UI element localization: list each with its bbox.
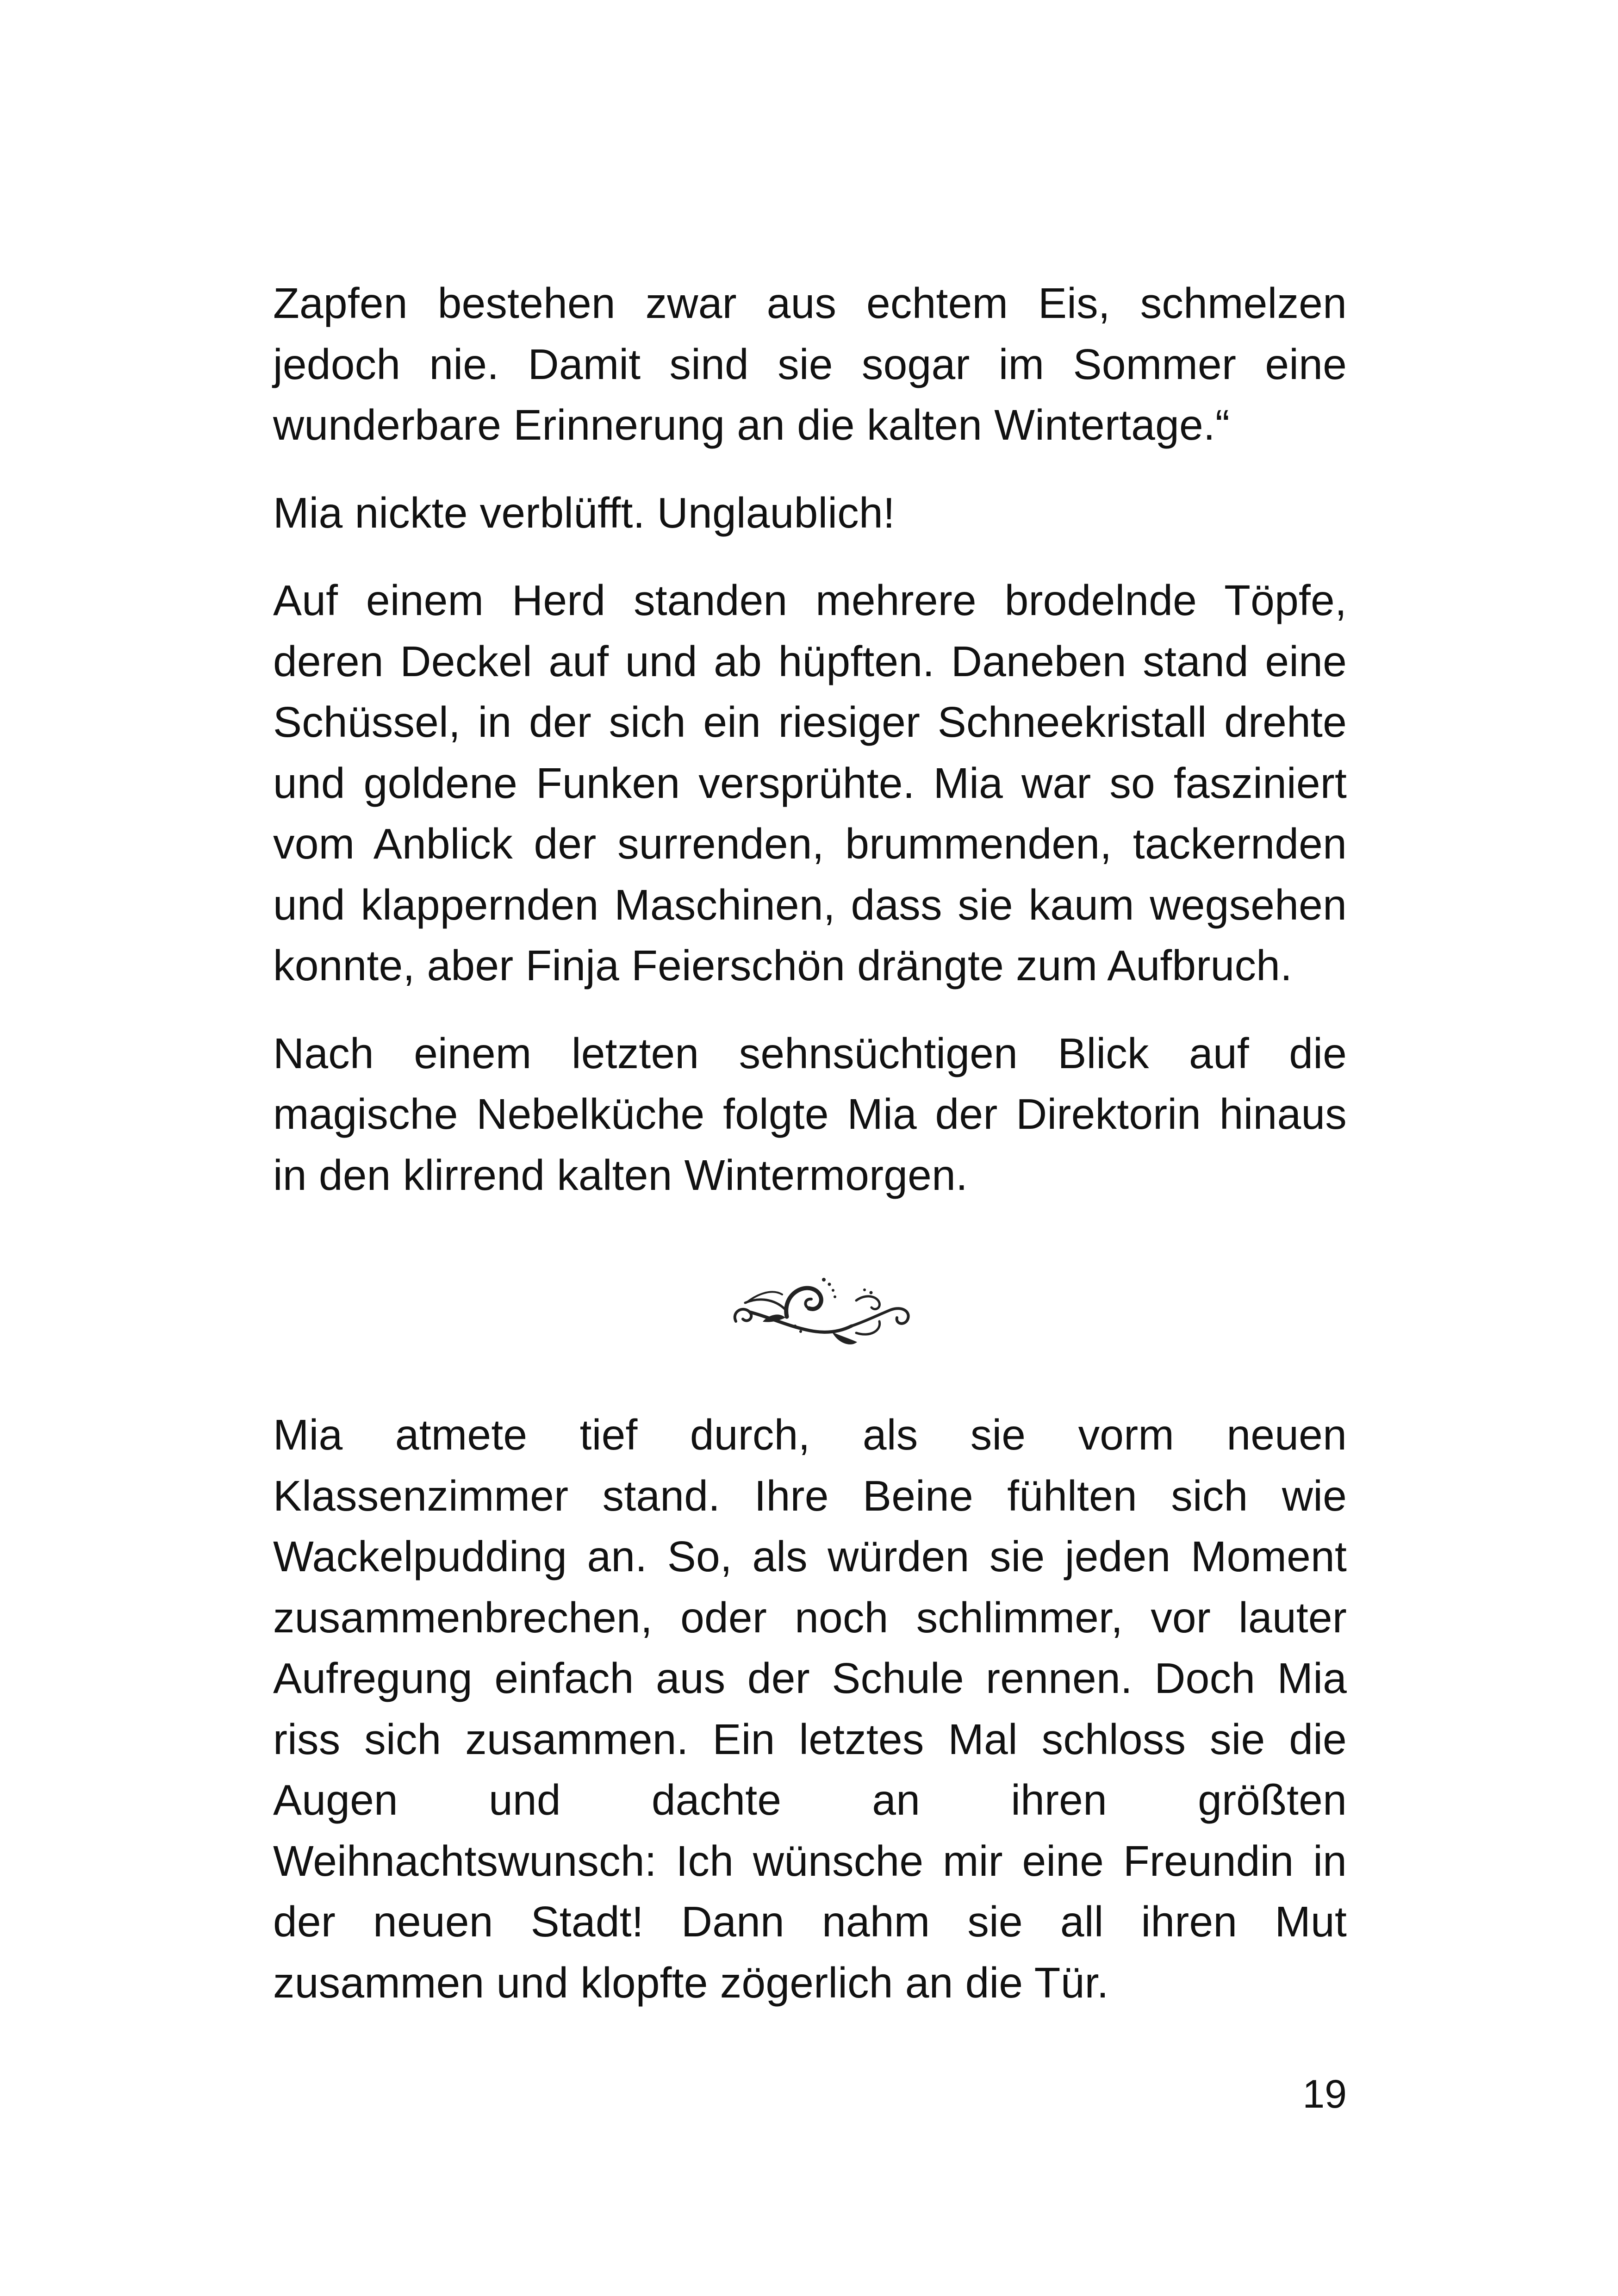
text-block-top (273, 273, 1347, 1232)
paragraph: Zapfen bestehen zwar aus echtem Eis, schmelzen jedoch nie. Damit sind sie sogar im Sommer eine wunderbare Erinnerung an die kalten Wintertage.“ (273, 279, 1347, 449)
paragraph: Mia atmete tief durch, als sie vorm neuen Klassenzimmer stand. Ihre Beine fühlten sich wie Wackelpudding an. So, als würden sie jeden Moment zusammenbrechen, oder noch schlimmer, vor lauter Aufregung einfach aus der Schule rennen. Doch Mia riss sich zusammen. Ein letztes Mal schloss sie die Augen und dachte an ihren größten Weihnachtswunsch: Ich wünsche mir eine Freundin in der neuen Stadt! Dann nahm sie all ihren Mut zusammen und klopfte zögerlich an die Tür. (273, 1411, 1347, 2007)
flourish-divider-icon (717, 1257, 926, 1363)
paragraph: Mia nickte verblüfft. Unglaublich! (273, 488, 895, 537)
paragraph: Auf einem Herd standen mehrere brodelnde Töpfe, deren Deckel auf und ab hüpften. Daneben stand eine Schüssel, in der sich ein riesiger Schneekristall drehte und goldene Funken versprühte. Mia war so fasziniert vom Anblick der surrenden, brummenden, tackernden und klappernden Maschinen, dass sie kaum wegsehen konnte, aber Finja Feierschön drängte zum Aufbruch. (273, 576, 1347, 989)
text-block-bottom (273, 1405, 1347, 2040)
paragraph: Nach einem letzten sehnsüchtigen Blick auf die magische Nebelküche folgte Mia der Direktorin hinaus in den klirrend kalten Wintermorgen. (273, 1029, 1347, 1199)
page-number: 19 (1302, 2072, 1347, 2116)
